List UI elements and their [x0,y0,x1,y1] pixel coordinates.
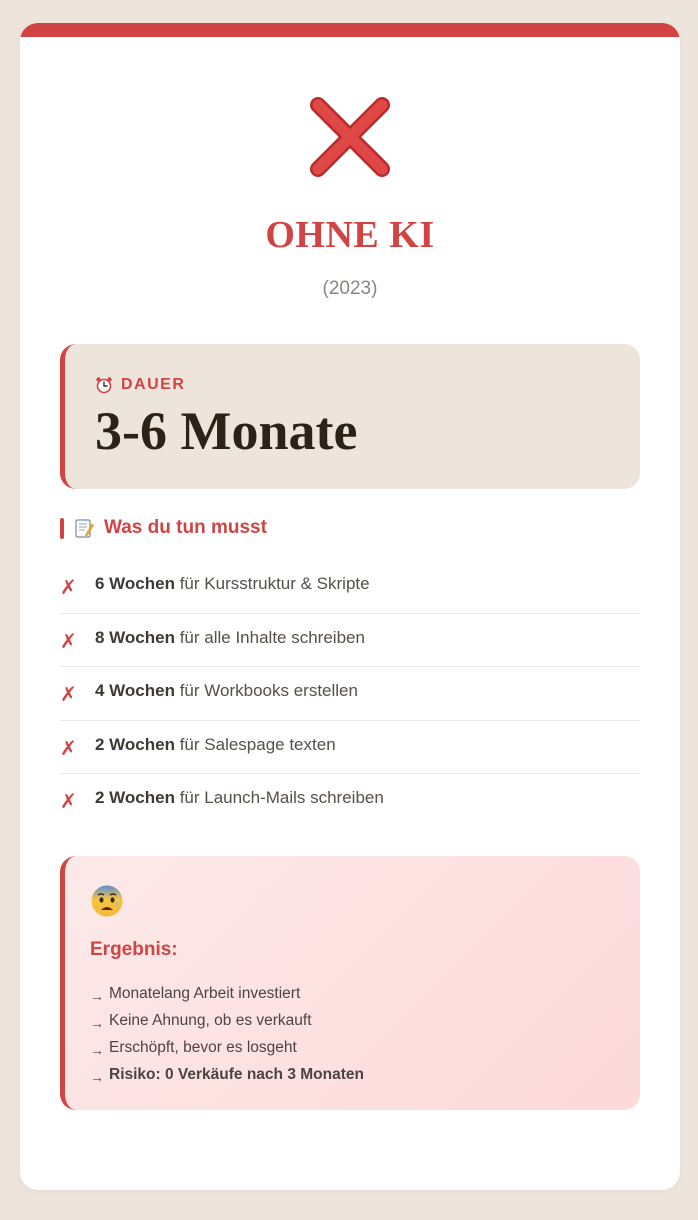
cross-mark-icon: ✗ [60,684,77,706]
memo-icon [74,518,94,538]
result-item-text: Keine Ahnung, ob es verkauft [109,1011,312,1029]
cross-mark-icon: ✗ [60,630,77,653]
result-item-text: Erschöpft, bevor es losgeht [109,1038,297,1056]
section-accent-bar [60,518,64,539]
year-label: (2023) [322,278,378,299]
list-item [90,1061,364,1088]
duration-label: DAUER [121,376,186,393]
task-text: 2 Wochen für Salespage texten [95,734,336,754]
arrow-icon: → [90,1041,104,1058]
task-list [60,560,640,828]
red-cross-mark-icon [308,95,392,179]
duration-value: 3-6 Monate [95,401,358,461]
arrow-icon: → [90,987,104,1004]
arrow-icon: → [90,1068,104,1085]
task-text: 8 Wochen für alle Inhalte schreiben [95,627,365,647]
cross-mark-icon: ✗ [60,577,77,599]
list-item [60,560,640,614]
list-item [60,614,640,668]
card-accent-bar-inner [20,37,680,43]
list-item [90,1034,364,1061]
tasks-heading-title: Was du tun musst [104,517,267,538]
alarm-clock-icon [95,376,113,394]
task-text: 6 Wochen für Kursstruktur & Skripte [95,574,370,593]
list-item [60,774,640,828]
cross-mark-icon: ✗ [60,737,77,760]
comparison-card [20,23,680,1190]
card-accent-bar [20,23,680,37]
duration-box [60,344,640,489]
task-text: 2 Wochen für Launch-Mails schreiben [95,788,384,807]
list-item [60,667,640,721]
result-list [90,980,364,1088]
result-box [60,856,640,1110]
arrow-icon: → [90,1014,104,1031]
result-item-text: Monatelang Arbeit investiert [109,984,301,1002]
list-item [90,980,364,1007]
cross-mark-icon: ✗ [60,791,77,813]
duration-label-row [95,376,185,394]
page-title: OHNE KI [265,214,435,256]
list-item [90,1007,364,1034]
list-item [60,721,640,775]
task-text: 4 Wochen für Workbooks erstellen [95,681,358,700]
anxious-face-icon [90,884,124,918]
tasks-heading [60,516,267,540]
result-item-text: Risiko: 0 Verkäufe nach 3 Monaten [109,1065,364,1083]
result-title: Ergebnis: [90,939,178,960]
